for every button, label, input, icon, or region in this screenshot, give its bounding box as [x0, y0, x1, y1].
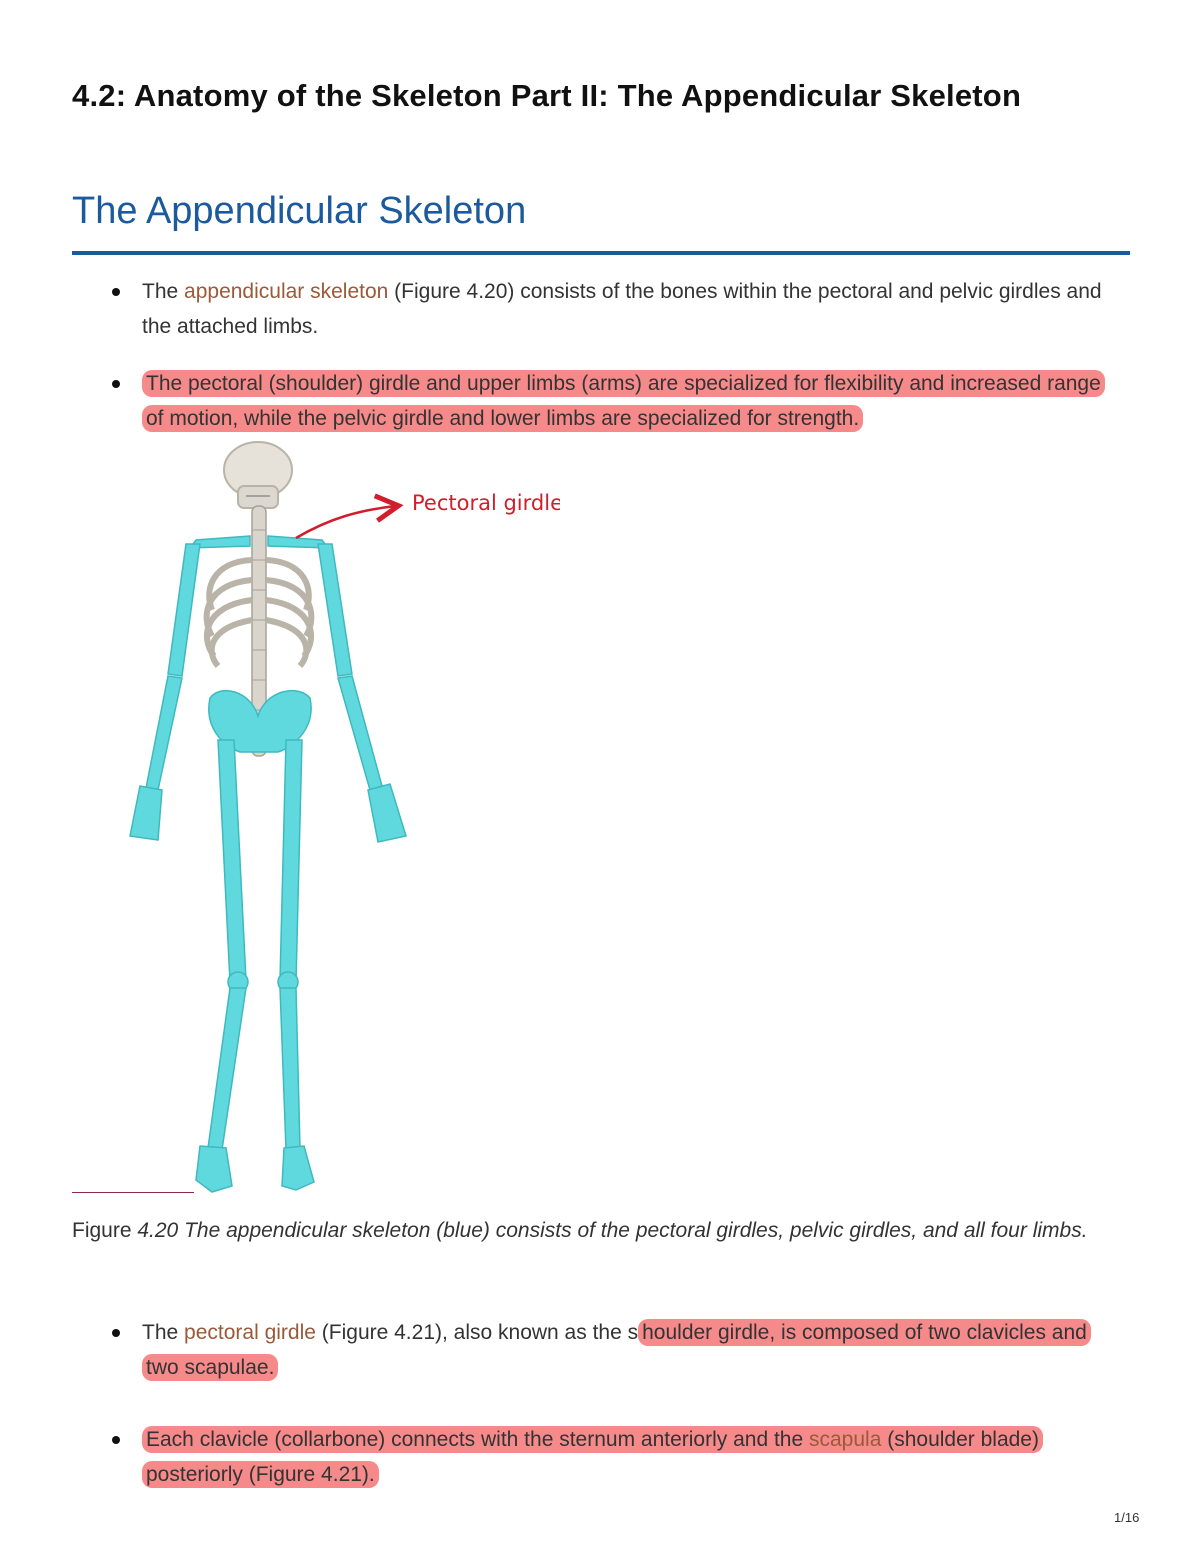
bullet-text-post: (shoulder blade) posteriorly (Figure 4.21).	[146, 1428, 1039, 1486]
highlighted-text: The pectoral (shoulder) girdle and upper limbs (arms) are specialized for flexibility and increased range of motion, while the pelvic girdle and lower limbs are specialized for strength.	[142, 370, 1105, 432]
bullet-text-pre: The	[142, 1321, 185, 1344]
highlighted-text: houlder girdle, is composed of two clavicles and two scapulae.	[142, 1319, 1091, 1381]
caption-label: Figure	[72, 1219, 138, 1242]
figure-4-20	[100, 440, 560, 1200]
bullet-clavicle	[142, 1422, 1122, 1492]
page-number: 1/16	[1114, 1510, 1140, 1525]
heading-rule	[72, 251, 1130, 255]
bullet-text-pre: The	[142, 280, 185, 303]
bullet-text-pre: Each clavicle (collarbone) connects with the sternum anteriorly and the	[146, 1428, 809, 1451]
section-heading: The Appendicular Skeleton	[72, 190, 527, 232]
bullet-text-mid: (Figure 4.21), also known as the s	[315, 1321, 639, 1344]
skull	[224, 442, 292, 508]
bullet-pectoral-girdle	[142, 1315, 1122, 1385]
figure-divider	[72, 1192, 194, 1193]
appendicular-skeleton	[130, 536, 406, 1192]
bullet-text-post: (Figure 4.20) consists of the bones within the pectoral and pelvic girdles and the attached limbs.	[142, 280, 1102, 338]
bullet-pectoral-vs-pelvic	[142, 366, 1122, 436]
bullet-appendicular-skeleton	[142, 274, 1122, 344]
highlighted-text	[142, 1426, 1043, 1488]
skeleton-illustration	[100, 440, 560, 1200]
page-title: 4.2: Anatomy of the Skeleton Part II: The Appendicular Skeleton	[72, 78, 1022, 113]
pectoral-girdle-label: Pectoral girdle	[412, 491, 560, 515]
pectoral-girdle-annotation	[296, 491, 560, 538]
pectoral-girdle-link[interactable]: pectoral girdle	[184, 1321, 316, 1344]
figure-caption	[72, 1213, 1122, 1248]
caption-text: 4.20 The appendicular skeleton (blue) consists of the pectoral girdles, pelvic girdles, and all four limbs.	[137, 1219, 1088, 1242]
appendicular-skeleton-link[interactable]: appendicular skeleton	[184, 280, 389, 303]
scapula-link[interactable]: scapula	[809, 1428, 882, 1451]
